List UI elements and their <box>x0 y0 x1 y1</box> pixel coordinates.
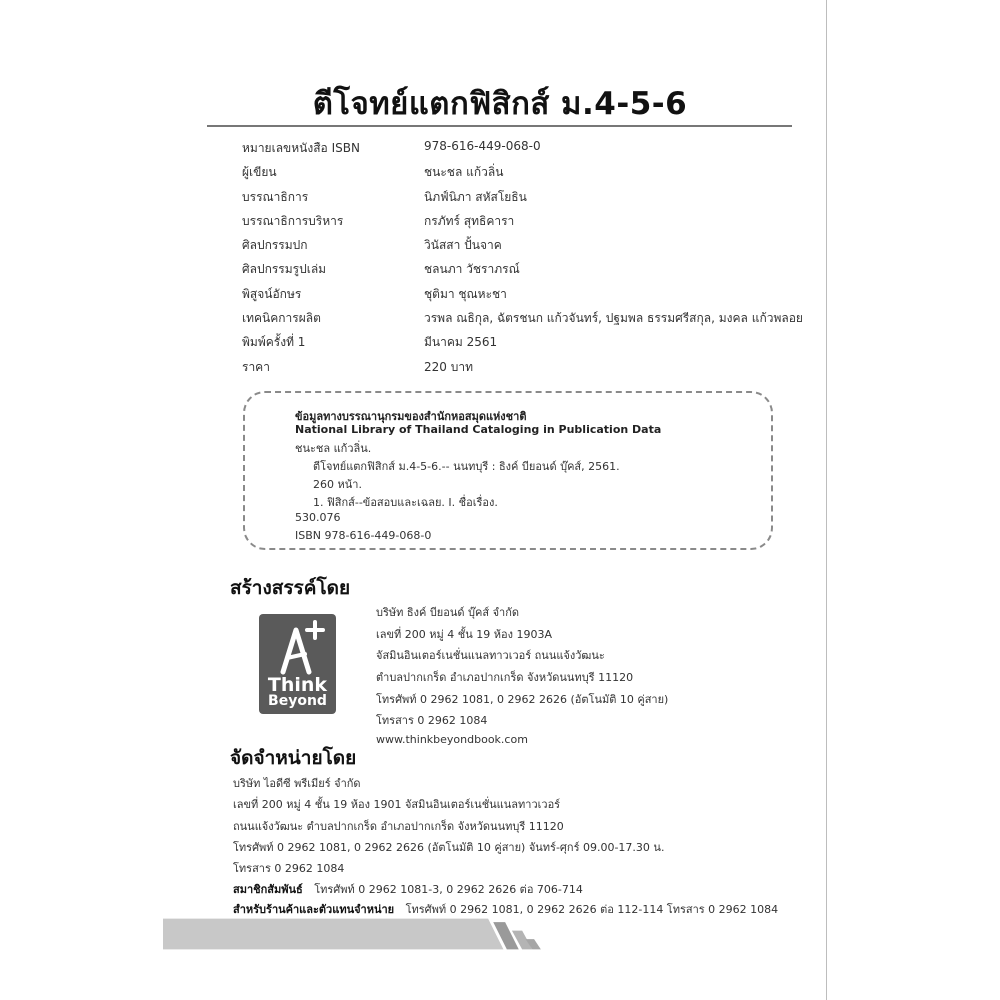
info-value: 978-616-449-068-0 <box>424 139 541 153</box>
info-label: ศิลปกรรมรูปเล่ม <box>242 262 327 277</box>
cip-pages: 260 หน้า. <box>313 478 362 491</box>
creator-website: www.thinkbeyondbook.com <box>376 733 528 747</box>
info-label: พิมพ์ครั้งที่ 1 <box>242 335 306 350</box>
info-value: วรพล ณธิกุล, ฉัตรชนก แก้วจันทร์, ปฐมพล ธรรมศรีสกุล, มงคล แก้วพลอย <box>424 311 803 326</box>
creator-line: โทรสาร 0 2962 1084 <box>376 714 488 728</box>
info-value: นิภฟ์นิภา สหัสโยธิน <box>424 189 527 204</box>
think-beyond-logo <box>259 614 336 714</box>
info-label: บรรณาธิการบริหาร <box>242 213 344 228</box>
distributor-address <box>233 774 664 880</box>
creator-heading: สร้างสรรค์โดย <box>230 577 351 599</box>
info-label: ราคา <box>242 359 270 374</box>
footer-decoration <box>163 916 563 952</box>
info-value: วินัสสา ปั้นจาค <box>424 238 502 253</box>
cip-data-box <box>243 391 773 550</box>
distributor-line: โทรสาร 0 2962 1084 <box>233 862 345 876</box>
distributor-line: โทรศัพท์ 0 2962 1081, 0 2962 2626 (อัตโนมัติ 10 คู่สาย) จันทร์-ศุกร์ 09.00-17.30 น. <box>233 840 665 854</box>
creator-line: บริษัท ธิงค์ บียอนด์ บุ๊คส์ จำกัด <box>376 606 519 619</box>
title-divider <box>207 125 792 127</box>
logo-word-beyond: Beyond <box>268 693 327 709</box>
store-value: โทรศัพท์ 0 2962 1081, 0 2962 2626 ต่อ 112-114 โทรสาร 0 2962 1084 <box>405 903 779 916</box>
info-value: 220 บาท <box>424 359 473 374</box>
cip-subjects: 1. ฟิสิกส์--ข้อสอบและเฉลย. I. ชื่อเรื่อง. <box>313 496 498 509</box>
cip-heading-thai: ข้อมูลทางบรรณานุกรมของสำนักหอสมุดแห่งชาติ <box>295 410 527 423</box>
member-contact <box>233 880 583 898</box>
page-edge-line <box>826 0 827 1000</box>
cip-isbn: ISBN 978-616-449-068-0 <box>295 529 432 542</box>
member-label: สมาชิกสัมพันธ์ <box>233 883 303 896</box>
cip-heading-english: National Library of Thailand Cataloging in Publication Data <box>295 423 662 436</box>
info-value: ชลนภา วัชราภรณ์ <box>424 262 520 277</box>
cip-title-line: ตีโจทย์แตกฟิสิกส์ ม.4-5-6.-- นนทบุรี : ธิงค์ บียอนด์ บุ๊คส์, 2561. <box>313 460 620 473</box>
book-title: ตีโจทย์แตกฟิสิกส์ ม.4-5-6 <box>312 86 688 122</box>
info-label: ศิลปกรรมปก <box>242 238 308 253</box>
logo-word-think: Think <box>267 674 328 696</box>
creator-line: ตำบลปากเกร็ด อำเภอปากเกร็ด จังหวัดนนทบุรี 11120 <box>376 671 634 685</box>
creator-line: เลขที่ 200 หมู่ 4 ชั้น 19 ห้อง 1903A <box>376 627 552 641</box>
creator-line: โทรศัพท์ 0 2962 1081, 0 2962 2626 (อัตโนมัติ 10 คู่สาย) <box>376 692 669 706</box>
info-label: พิสูจน์อักษร <box>242 286 302 301</box>
info-value: ชนะชล แก้วลิ่น <box>424 165 504 180</box>
info-label: บรรณาธิการ <box>242 189 309 204</box>
creator-address <box>376 603 668 755</box>
distributor-line: เลขที่ 200 หมู่ 4 ชั้น 19 ห้อง 1901 จัสมินอินเตอร์เนชั่นแนลทาวเวอร์ <box>233 798 561 812</box>
info-value: ชุติมา ชุณหะชา <box>424 286 507 301</box>
distributor-line: ถนนแจ้งวัฒนะ ตำบลปากเกร็ด อำเภอปากเกร็ด จังหวัดนนทบุรี 11120 <box>233 819 564 833</box>
cip-class-number: 530.076 <box>295 511 341 524</box>
info-label: หมายเลขหนังสือ ISBN <box>242 141 360 155</box>
distributor-line: บริษัท ไอดีซี พรีเมียร์ จำกัด <box>233 777 361 790</box>
info-value: มีนาคม 2561 <box>424 335 498 350</box>
store-label: สำหรับร้านค้าและตัวแทนจำหน่าย <box>233 903 395 916</box>
member-value: โทรศัพท์ 0 2962 1081-3, 0 2962 2626 ต่อ 706-714 <box>314 883 583 896</box>
creator-line: จัสมินอินเตอร์เนชั่นแนลทาวเวอร์ ถนนแจ้งวัฒนะ <box>376 649 605 663</box>
info-label: ผู้เขียน <box>242 165 277 180</box>
distributor-heading: จัดจำหน่ายโดย <box>230 747 357 769</box>
info-value: กรภัทร์ สุทธิคารา <box>424 213 515 228</box>
info-label: เทคนิคการผลิต <box>242 311 321 326</box>
cip-author: ชนะชล แก้วลิ่น. <box>295 442 372 455</box>
